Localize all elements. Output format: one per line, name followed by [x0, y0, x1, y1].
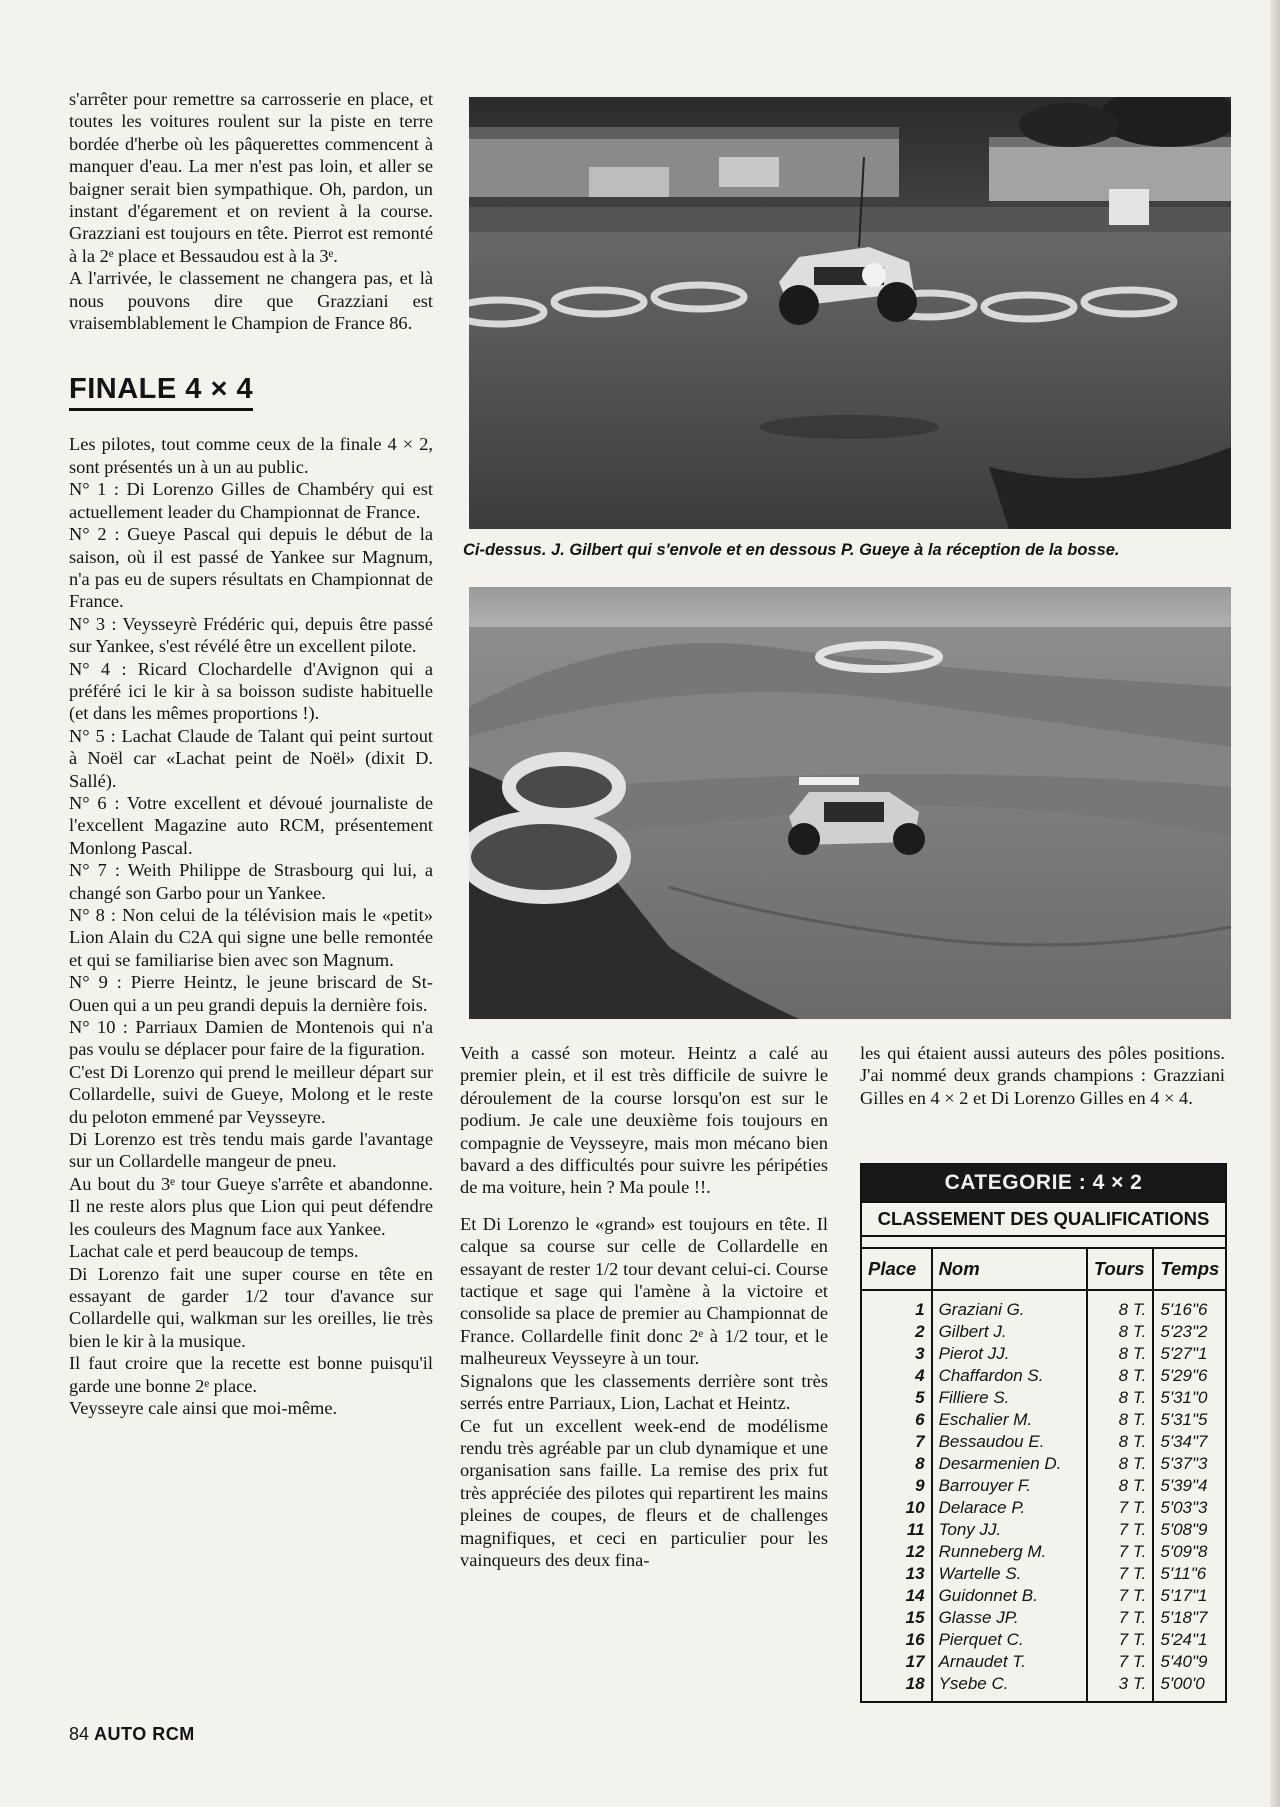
table-header-row [862, 1249, 1225, 1290]
row-name: Arnaudet T. [932, 1651, 1087, 1673]
row-place: 17 [862, 1651, 932, 1673]
finale-paragraph: N° 6 : Votre excellent et dévoué journaliste de l'excellent Magazine auto RCM, présentement Monlong Pascal. [69, 792, 433, 858]
row-place: 10 [862, 1497, 932, 1519]
page-number: 84 [69, 1724, 90, 1744]
row-temps: 5'16"6 [1160, 1300, 1208, 1319]
table-row [862, 1431, 1225, 1453]
row-place: 13 [862, 1563, 932, 1585]
row-tours: 7 T. [1087, 1651, 1154, 1673]
table-row [862, 1453, 1225, 1475]
finale-paragraph: Au bout du 3ᵉ tour Gueye s'arrête et abandonne. Il ne reste alors plus que Lion qui peut défendre les couleurs des Magnum face aux Yankee. [69, 1173, 433, 1239]
intro-paragraph: s'arrêter pour remettre sa carrosserie en place, et toutes les voitures roulent sur la piste en terre bordée d'herbe où les pâquerettes commencent à manquer d'eau. La mer n'est pas loin, et aller se baigner serait bien sympathique. Oh, pardon, un instant d'égarement et on revient à la course. Grazziani est toujours en tête. Pierrot est remonté à la 2ᵉ place et Bessaudou est à la 3ᵉ. [69, 89, 433, 266]
finale-paragraph: Lachat cale et perd beaucoup de temps. [69, 1241, 359, 1262]
finale-paragraph: Di Lorenzo fait une super course en tête en essayant de garder 1/2 tour d'avance sur Collardelle qui, walkman sur les oreilles, lie très bien le kir à la musique. [69, 1263, 433, 1351]
finale-paragraph: C'est Di Lorenzo qui prend le meilleur départ sur Collardelle, suivi de Gueye, Molong et le reste du peloton emmené par Veysseyre. [69, 1061, 433, 1127]
row-temps: 5'23"2 [1160, 1322, 1208, 1341]
row-place: 7 [862, 1431, 932, 1453]
row-tours: 8 T. [1087, 1321, 1154, 1343]
row-place: 1 [862, 1290, 932, 1321]
finale-paragraph: N° 8 : Non celui de la télévision mais le «petit» Lion Alain du C2A qui signe une belle remontée et qui se familiarise bien avec son Magnum. [69, 905, 433, 970]
row-tours: 7 T. [1087, 1497, 1154, 1519]
row-tours: 8 T. [1087, 1453, 1154, 1475]
finale-paragraph: N° 10 : Parriaux Damien de Montenois qui n'a pas voulu se déplacer pour faire de la figuration. [69, 1017, 433, 1060]
qualification-table [862, 1249, 1225, 1701]
row-tours: 7 T. [1087, 1563, 1154, 1585]
row-temps: 5'37"3 [1160, 1454, 1208, 1473]
row-name: Barrouyer F. [932, 1475, 1087, 1497]
table-row [862, 1541, 1225, 1563]
row-name: Desarmenien D. [932, 1453, 1087, 1475]
middle-paragraph: Signalons que les classements derrière sont très serrés entre Parriaux, Lion, Lachat et Heintz. [460, 1370, 828, 1414]
table-spacer [862, 1237, 1225, 1249]
row-place: 9 [862, 1475, 932, 1497]
intro-paragraph: A l'arrivée, le classement ne changera pas, et là nous pouvons dire que Grazziani est vraisemblablement le Champion de France 86. [69, 268, 433, 334]
finale-paragraph: Di Lorenzo est très tendu mais garde l'avantage sur un Collardelle mangeur de pneu. [69, 1129, 433, 1172]
photo-car-landing [469, 587, 1231, 1019]
left-column [69, 88, 433, 1419]
row-temps: 5'31"0 [1160, 1388, 1208, 1407]
intro-text [69, 88, 433, 334]
row-name: Ysebe C. [932, 1673, 1087, 1701]
row-tours: 8 T. [1087, 1387, 1154, 1409]
row-name: Runneberg M. [932, 1541, 1087, 1563]
table-row [862, 1290, 1225, 1321]
row-name: Delarace P. [932, 1497, 1087, 1519]
finale-paragraph: N° 5 : Lachat Claude de Talant qui peint surtout à Noël car «Lachat peint de Noël» (dixit D. Sallé). [69, 725, 433, 791]
magazine-name: AUTO RCM [94, 1724, 195, 1744]
table-row [862, 1607, 1225, 1629]
row-name: Glasse JP. [932, 1607, 1087, 1629]
row-place: 15 [862, 1607, 932, 1629]
row-name: Pierot JJ. [932, 1343, 1087, 1365]
row-tours: 7 T. [1087, 1541, 1154, 1563]
table-row [862, 1387, 1225, 1409]
row-place: 6 [862, 1409, 932, 1431]
row-place: 12 [862, 1541, 932, 1563]
finale-paragraph: N° 7 : Weith Philippe de Strasbourg qui lui, a changé son Garbo pour un Yankee. [69, 860, 433, 903]
finale-paragraph: Veysseyre cale ainsi que moi-même. [69, 1397, 338, 1418]
row-tours: 7 T. [1087, 1519, 1154, 1541]
finale-paragraph: N° 4 : Ricard Clochardelle d'Avignon qui a préféré ici le kir à sa boisson sudiste habituelle (et dans les mêmes proportions !). [69, 658, 433, 724]
row-tours: 8 T. [1087, 1365, 1154, 1387]
row-name: Wartelle S. [932, 1563, 1087, 1585]
table-row [862, 1673, 1225, 1701]
table-row [862, 1651, 1225, 1673]
row-place: 14 [862, 1585, 932, 1607]
table-row [862, 1585, 1225, 1607]
finale-paragraph: N° 3 : Veysseyrè Frédéric qui, depuis être passé sur Yankee, s'est révélé être un excellent pilote. [69, 613, 433, 657]
page-edge [1270, 0, 1280, 1807]
finale-paragraph: Il faut croire que la recette est bonne puisqu'il garde une bonne 2ᵉ place. [69, 1353, 433, 1396]
row-place: 16 [862, 1629, 932, 1651]
table-row [862, 1519, 1225, 1541]
row-name: Bessaudou E. [932, 1431, 1087, 1453]
finale-paragraph: N° 2 : Gueye Pascal qui depuis le début de la saison, où il est passé de Yankee sur Magnum, n'a pas eu de supers résultats en Championnat de France. [69, 524, 433, 612]
photo-flying-car-graphic [469, 97, 1231, 529]
middle-paragraph: Ce fut un excellent week-end de modélisme rendu très agréable par un club dynamique et une organisation sans faille. La remise des prix fut très appréciée des pilotes qui repartirent les mains pleines de coupes, de fleurs et de challenges magnifiques, et ceci en particulier pour les vainqueurs des deux fina- [460, 1415, 828, 1570]
row-tours: 3 T. [1087, 1673, 1154, 1701]
results-table [860, 1163, 1227, 1703]
finale-paragraph: N° 1 : Di Lorenzo Gilles de Chambéry qui est actuellement leader du Championnat de France. [69, 479, 433, 522]
row-temps: 5'34"7 [1160, 1432, 1208, 1451]
table-row [862, 1563, 1225, 1585]
row-name: Filliere S. [932, 1387, 1087, 1409]
row-place: 8 [862, 1453, 932, 1475]
row-tours: 8 T. [1087, 1475, 1154, 1497]
closing-paragraph: les qui étaient aussi auteurs des pôles positions. J'ai nommé deux grands champions : Grazziani Gilles en 4 × 2 et Di Lorenzo Gilles en 4 × 4. [860, 1043, 1225, 1108]
row-temps: 5'09"8 [1160, 1542, 1208, 1561]
middle-paragraph: Veith a cassé son moteur. Heintz a calé au premier plein, et il est très difficile de suivre le déroulement de la course lorsqu'on est sur le podium. Je cale une deuxième fois toujours en compagnie de Veysseyre, mais mon mécano bien bavard a des difficultés pour suivre les péripéties de ma voiture, hein ? Ma poule !!. [460, 1043, 828, 1198]
finale-heading: FINALE 4 × 4 [69, 372, 253, 411]
table-category: CATEGORIE : 4 × 2 [862, 1165, 1225, 1201]
row-temps: 5'24"1 [1160, 1630, 1208, 1649]
row-temps: 5'18"7 [1160, 1608, 1208, 1627]
row-place: 18 [862, 1673, 932, 1701]
row-temps: 5'00'0 [1160, 1674, 1205, 1693]
photo-car-landing-graphic [469, 587, 1231, 1019]
row-tours: 8 T. [1087, 1290, 1154, 1321]
row-name: Guidonnet B. [932, 1585, 1087, 1607]
middle-column [460, 1042, 828, 1571]
table-row [862, 1409, 1225, 1431]
table-body [862, 1290, 1225, 1701]
row-tours: 7 T. [1087, 1607, 1154, 1629]
row-temps: 5'40"9 [1160, 1652, 1208, 1671]
row-place: 4 [862, 1365, 932, 1387]
header-place: Place [862, 1249, 932, 1290]
row-temps: 5'17"1 [1160, 1586, 1208, 1605]
header-temps: Temps [1153, 1249, 1225, 1290]
table-row [862, 1497, 1225, 1519]
row-temps: 5'29"6 [1160, 1366, 1208, 1385]
photo-caption: Ci-dessus. J. Gilbert qui s'envole et en dessous P. Gueye à la réception de la bosse. [463, 541, 1120, 559]
row-place: 2 [862, 1321, 932, 1343]
photo-flying-car [469, 97, 1231, 529]
row-name: Pierquet C. [932, 1629, 1087, 1651]
table-row [862, 1321, 1225, 1343]
row-temps: 5'27"1 [1160, 1344, 1208, 1363]
row-tours: 8 T. [1087, 1431, 1154, 1453]
row-tours: 8 T. [1087, 1343, 1154, 1365]
finale-paragraph: N° 9 : Pierre Heintz, le jeune briscard de St-Ouen qui a un peu grandi depuis la dernière fois. [69, 972, 433, 1015]
row-name: Eschalier M. [932, 1409, 1087, 1431]
row-name: Gilbert J. [932, 1321, 1087, 1343]
row-name: Graziani G. [932, 1290, 1087, 1321]
row-tours: 7 T. [1087, 1629, 1154, 1651]
finale-text [69, 433, 433, 1419]
row-place: 11 [862, 1519, 932, 1541]
middle-paragraph: Et Di Lorenzo le «grand» est toujours en tête. Il calque sa course sur celle de Collardelle en essayant de rester 1/2 tour devant celui-ci. Course tactique et sage qui l'amène à la victoire et consolide sa place de premier au Championnat de France. Collardelle finit donc 2ᵉ à 1/2 tour, et le malheureux Veysseyre à un tour. [460, 1213, 828, 1369]
table-row [862, 1629, 1225, 1651]
row-name: Tony JJ. [932, 1519, 1087, 1541]
header-tours: Tours [1087, 1249, 1154, 1290]
row-temps: 5'31"5 [1160, 1410, 1208, 1429]
finale-paragraph: Les pilotes, tout comme ceux de la finale 4 × 2, sont présentés un à un au public. [69, 434, 433, 477]
row-temps: 5'03"3 [1160, 1498, 1208, 1517]
page-footer [69, 1724, 195, 1745]
table-row [862, 1365, 1225, 1387]
header-name: Nom [932, 1249, 1087, 1290]
row-name: Chaffardon S. [932, 1365, 1087, 1387]
row-temps: 5'39"4 [1160, 1476, 1208, 1495]
table-row [862, 1475, 1225, 1497]
row-place: 5 [862, 1387, 932, 1409]
row-temps: 5'11"6 [1160, 1564, 1207, 1583]
table-subtitle: CLASSEMENT DES QUALIFICATIONS [862, 1201, 1225, 1237]
row-place: 3 [862, 1343, 932, 1365]
row-tours: 7 T. [1087, 1585, 1154, 1607]
table-row [862, 1343, 1225, 1365]
row-tours: 8 T. [1087, 1409, 1154, 1431]
right-column [860, 1042, 1225, 1109]
row-temps: 5'08"9 [1160, 1520, 1208, 1539]
